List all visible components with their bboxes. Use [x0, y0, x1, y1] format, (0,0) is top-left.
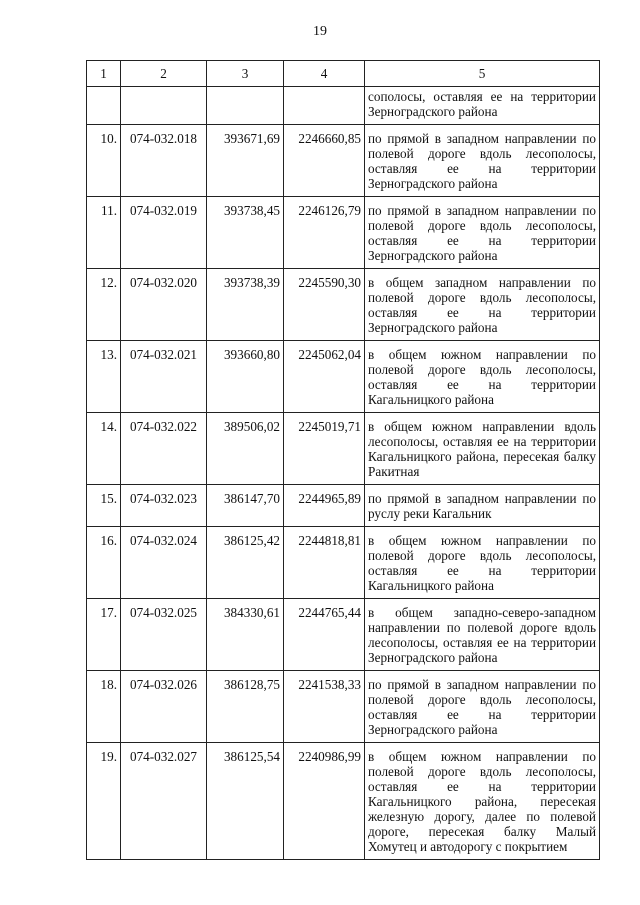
point-number: 19.	[87, 743, 121, 860]
coordinate-y: 2241538,33	[284, 671, 365, 743]
coordinate-x: 393660,80	[207, 341, 284, 413]
coordinate-y: 2246126,79	[284, 197, 365, 269]
coordinate-x: 386147,70	[207, 485, 284, 527]
coordinate-y: 2245590,30	[284, 269, 365, 341]
page-number: 19	[313, 24, 327, 39]
coordinate-x: 389506,02	[207, 413, 284, 485]
column-header-3: 3	[207, 61, 284, 87]
column-header-2: 2	[121, 61, 207, 87]
segment-description: по прямой в западном направлении по полевой дороге вдоль лесополосы, оставляя ее на территории Зерноградского района	[365, 671, 600, 743]
continuation-description: сополосы, оставляя ее на территории Зерноградского района	[365, 87, 600, 125]
coordinate-y: 2240986,99	[284, 743, 365, 860]
segment-description: в общем западном направлении по полевой дороге вдоль лесополосы, оставляя ее на территории Зерноградского района	[365, 269, 600, 341]
coordinate-x: 393738,45	[207, 197, 284, 269]
point-code: 074-032.019	[121, 197, 207, 269]
point-number: 14.	[87, 413, 121, 485]
table-row	[87, 341, 600, 413]
point-number: 16.	[87, 527, 121, 599]
coordinate-x: 393671,69	[207, 125, 284, 197]
segment-description: в общем южном направлении по полевой дороге вдоль лесополосы, оставляя ее на территории Кагальницкого района	[365, 527, 600, 599]
point-code: 074-032.021	[121, 341, 207, 413]
table-row	[87, 485, 600, 527]
table-row	[87, 269, 600, 341]
segment-description: по прямой в западном направлении по полевой дороге вдоль лесополосы, оставляя ее на территории Зерноградского района	[365, 197, 600, 269]
coordinate-y: 2244765,44	[284, 599, 365, 671]
point-number: 17.	[87, 599, 121, 671]
table-row	[87, 197, 600, 269]
boundary-points-table	[86, 60, 600, 860]
coordinate-y: 2246660,85	[284, 125, 365, 197]
point-number: 12.	[87, 269, 121, 341]
point-code: 074-032.020	[121, 269, 207, 341]
column-header-5: 5	[365, 61, 600, 87]
point-number: 18.	[87, 671, 121, 743]
column-header-1: 1	[87, 61, 121, 87]
segment-description: в общем южном направлении по полевой дороге вдоль лесополосы, оставляя ее на территории Кагальницкого района, пересекая железную дорогу, далее по полевой дороге, пересекая балку Малый Хомутец и автодорогу с покрытием	[365, 743, 600, 860]
point-number: 11.	[87, 197, 121, 269]
coordinate-x: 393738,39	[207, 269, 284, 341]
point-code: 074-032.025	[121, 599, 207, 671]
column-header-4: 4	[284, 61, 365, 87]
cell-empty	[87, 87, 121, 125]
segment-description: в общем южном направлении вдоль лесополосы, оставляя ее на территории Кагальницкого района, пересекая балку Ракитная	[365, 413, 600, 485]
coordinate-y: 2244965,89	[284, 485, 365, 527]
segment-description: в общем западно-северо-западном направлении по полевой дороге вдоль лесополосы, оставляя ее на территории Зерноградского района	[365, 599, 600, 671]
point-code: 074-032.026	[121, 671, 207, 743]
cell-empty	[207, 87, 284, 125]
segment-description: по прямой в западном направлении по руслу реки Кагальник	[365, 485, 600, 527]
coordinate-x: 386125,42	[207, 527, 284, 599]
table-row	[87, 743, 600, 860]
coordinate-x: 384330,61	[207, 599, 284, 671]
point-code: 074-032.018	[121, 125, 207, 197]
table-row	[87, 671, 600, 743]
continuation-row	[87, 87, 600, 125]
coordinate-y: 2245019,71	[284, 413, 365, 485]
coordinate-y: 2244818,81	[284, 527, 365, 599]
point-code: 074-032.022	[121, 413, 207, 485]
point-number: 15.	[87, 485, 121, 527]
point-code: 074-032.023	[121, 485, 207, 527]
coordinate-x: 386125,54	[207, 743, 284, 860]
table-row	[87, 527, 600, 599]
point-number: 10.	[87, 125, 121, 197]
cell-empty	[284, 87, 365, 125]
point-code: 074-032.027	[121, 743, 207, 860]
segment-description: в общем южном направлении по полевой дороге вдоль лесополосы, оставляя ее на территории Кагальницкого района	[365, 341, 600, 413]
cell-empty	[121, 87, 207, 125]
segment-description: по прямой в западном направлении по полевой дороге вдоль лесополосы, оставляя ее на территории Зерноградского района	[365, 125, 600, 197]
table-row	[87, 413, 600, 485]
coordinate-y: 2245062,04	[284, 341, 365, 413]
coordinate-x: 386128,75	[207, 671, 284, 743]
point-code: 074-032.024	[121, 527, 207, 599]
table-row	[87, 125, 600, 197]
point-number: 13.	[87, 341, 121, 413]
table-header-row	[87, 61, 600, 87]
table-row	[87, 599, 600, 671]
